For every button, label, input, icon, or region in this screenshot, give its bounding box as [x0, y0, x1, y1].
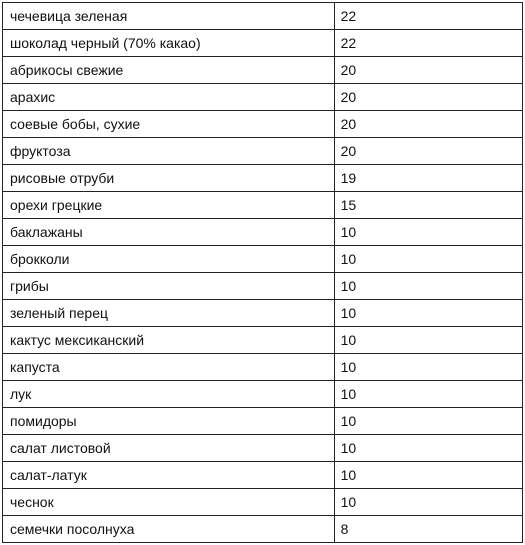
food-name-cell: арахис — [3, 84, 335, 111]
table-body — [3, 3, 523, 543]
table-row — [3, 435, 523, 462]
table-row — [3, 192, 523, 219]
value-cell: 20 — [334, 84, 522, 111]
food-name-cell: соевые бобы, сухие — [3, 111, 335, 138]
value-cell: 15 — [334, 192, 522, 219]
food-name-cell: зеленый перец — [3, 300, 335, 327]
table-row — [3, 3, 523, 30]
value-cell: 10 — [334, 381, 522, 408]
table-row — [3, 300, 523, 327]
food-name-cell: салат листовой — [3, 435, 335, 462]
food-name-cell: салат-латук — [3, 462, 335, 489]
food-table — [2, 2, 523, 543]
value-cell: 22 — [334, 3, 522, 30]
table-row — [3, 30, 523, 57]
table-row — [3, 219, 523, 246]
value-cell: 10 — [334, 489, 522, 516]
value-cell: 20 — [334, 111, 522, 138]
food-name-cell: грибы — [3, 273, 335, 300]
value-cell: 10 — [334, 246, 522, 273]
value-cell: 19 — [334, 165, 522, 192]
food-name-cell: рисовые отруби — [3, 165, 335, 192]
value-cell: 10 — [334, 435, 522, 462]
table-row — [3, 111, 523, 138]
value-cell: 20 — [334, 57, 522, 84]
value-cell: 10 — [334, 408, 522, 435]
food-name-cell: чечевица зеленая — [3, 3, 335, 30]
value-cell: 10 — [334, 462, 522, 489]
value-cell: 10 — [334, 354, 522, 381]
table-row — [3, 408, 523, 435]
food-name-cell: орехи грецкие — [3, 192, 335, 219]
value-cell: 10 — [334, 273, 522, 300]
food-name-cell: брокколи — [3, 246, 335, 273]
table-row — [3, 273, 523, 300]
table-row — [3, 462, 523, 489]
food-name-cell: капуста — [3, 354, 335, 381]
value-cell: 22 — [334, 30, 522, 57]
food-name-cell: шоколад черный (70% какао) — [3, 30, 335, 57]
table-row — [3, 246, 523, 273]
food-name-cell: баклажаны — [3, 219, 335, 246]
food-name-cell: помидоры — [3, 408, 335, 435]
table-row — [3, 327, 523, 354]
value-cell: 20 — [334, 138, 522, 165]
food-name-cell: фруктоза — [3, 138, 335, 165]
food-name-cell: лук — [3, 381, 335, 408]
table-row — [3, 489, 523, 516]
value-cell: 10 — [334, 219, 522, 246]
table-row — [3, 138, 523, 165]
value-cell: 10 — [334, 327, 522, 354]
table-row — [3, 165, 523, 192]
value-cell: 10 — [334, 300, 522, 327]
table-row — [3, 354, 523, 381]
value-cell: 8 — [334, 516, 522, 543]
food-name-cell: семечки посолнуха — [3, 516, 335, 543]
food-name-cell: абрикосы свежие — [3, 57, 335, 84]
table-row — [3, 516, 523, 543]
table-row — [3, 57, 523, 84]
food-name-cell: кактус мексиканский — [3, 327, 335, 354]
food-name-cell: чеснок — [3, 489, 335, 516]
table-row — [3, 381, 523, 408]
table-row — [3, 84, 523, 111]
